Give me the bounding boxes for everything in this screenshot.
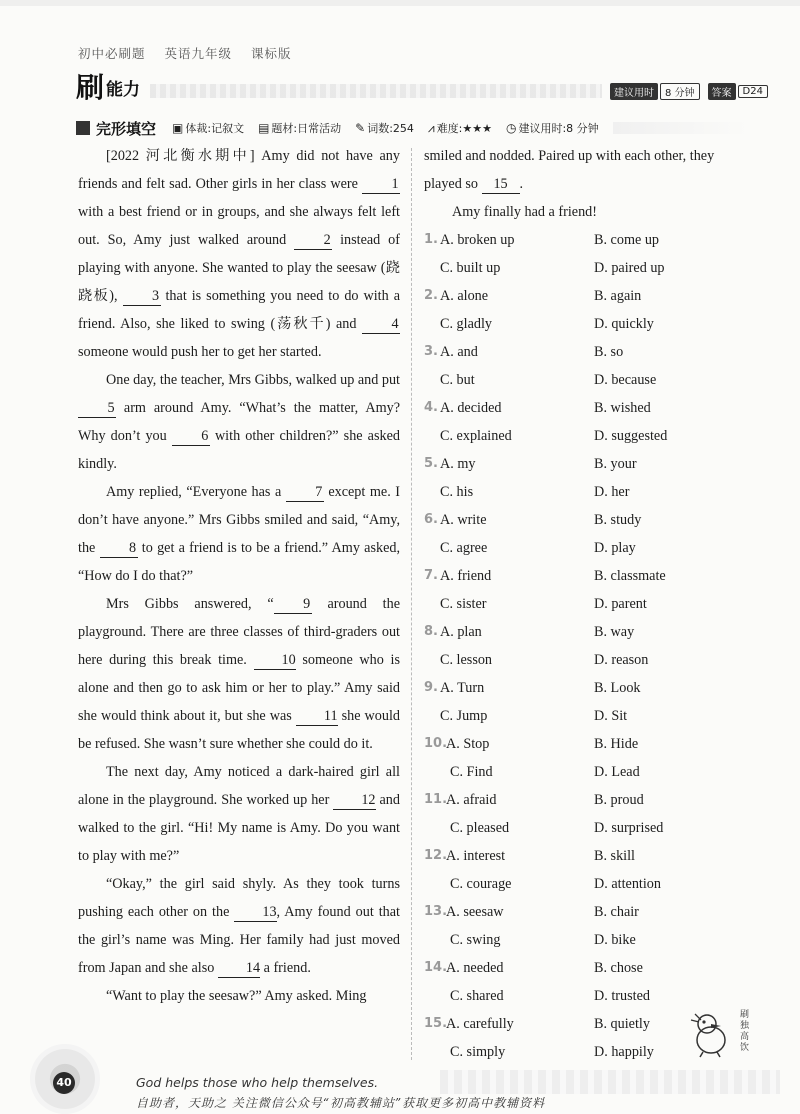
running-head [78,44,306,62]
blank-12: 12 [333,791,375,810]
option-c: C. simply [450,1044,506,1060]
running-head-edition: 课标版 [251,46,292,61]
question-number: 6. [424,512,438,527]
question-row [424,674,750,702]
option-d: D. play [594,540,636,556]
question-number: 1. [424,232,438,247]
option-c: C. shared [450,988,504,1004]
passage-paragraph: Mrs Gibbs answered, “ 9 around the playground. There are three classes of third-graders out here during this break time. 10 someone who is alone and then go to ask him or her to play.” Amy said she would think about it, but she was 11 she would be refused. She wasn’t sure whether she could do it. [78,596,401,752]
option-c: C. explained [440,428,512,444]
option-a: A. Turn [440,680,485,696]
option-b: B. classmate [594,568,666,584]
passage-paragraph: “Want to play the seesaw?” Amy asked. Ming [106,988,367,1004]
question-row [424,506,750,534]
question-number: 7. [424,568,438,583]
footer-watermark [136,1094,545,1111]
question-row-2 [424,310,750,338]
option-a: A. alone [440,288,489,304]
question-row [424,450,750,478]
question-row-2 [424,646,750,674]
passage-paragraph: One day, the teacher, Mrs Gibbs, walked up and put 5 arm around Amy. “What’s the matter, Amy? Why don’t you 6 with other children?” she asked kindly. [78,372,401,472]
question-row [424,730,750,758]
option-b: B. chose [594,960,643,976]
question-row [424,338,750,366]
question-number: 5. [424,456,438,471]
question-number: 14. [424,960,448,975]
section-title: 完形填空 [96,119,157,138]
passage-right-paragraph: smiled and nodded. Paired up with each other, they played so 15 . [424,148,715,192]
question-number: 4. [424,400,438,415]
option-b: B. again [594,288,642,304]
blank-9: 9 [274,595,312,614]
option-a: A. interest [446,848,506,864]
option-d: D. reason [594,652,649,668]
blank-4: 4 [362,315,400,334]
option-d: D. paired up [594,260,665,276]
option-a: A. broken up [440,232,515,248]
option-b: B. proud [594,792,644,808]
running-head-series: 初中必刷题 [78,46,146,61]
question-number: 2. [424,288,438,303]
option-b: B. Look [594,680,641,696]
option-a: A. my [440,456,476,472]
option-b: B. your [594,456,637,472]
option-c: C. pleased [450,820,510,836]
answer-label: 答案 [708,83,736,100]
answer-ref: D24 [738,85,768,98]
blank-5: 5 [78,399,116,418]
option-a: A. write [440,512,487,528]
option-d: D. trusted [594,988,650,1004]
option-b: B. study [594,512,642,528]
option-b: B. so [594,344,624,360]
blank-10: 10 [254,651,296,670]
option-c: C. Find [450,764,493,780]
page-number: 40 [53,1072,75,1094]
footer-watermark-text: 关注微信公众号“初高教辅站”获取更多初高中教辅资料 [231,1096,546,1110]
blank-1: 1 [362,175,400,194]
passage-paragraph: [2022 河北衡水期中] Amy did not have any friends and felt sad. Other girls in her class were 1 with a best friend or in groups, and she always felt left out. So, Amy just walked around 2 instead of playing with anyone. She wanted to play the seesaw (跷跷板), 3 that is something you need to do with a friend. Also, she liked to swing (荡秋千) and 4 someone would push her to get her started. [78,148,400,360]
top-rule [0,0,800,6]
pen-icon: ✎ [355,121,366,135]
option-d: D. Sit [594,708,628,724]
option-d: D. suggested [594,428,668,444]
blank-11: 11 [296,707,338,726]
question-number: 15. [424,1016,448,1031]
passage-right-continuation [424,142,750,226]
column-divider [411,148,412,1060]
option-a: A. afraid [446,792,497,808]
question-number: 3. [424,344,438,359]
meta-difficulty: ⩘ 难度:★★★ [427,120,492,135]
question-row [424,562,750,590]
option-b: B. skill [594,848,635,864]
option-d: D. surprised [594,820,664,836]
question-row-2 [424,758,750,786]
passage-paragraph: Amy replied, “Everyone has a 7 except me. I don’t have anyone.” Mrs Gibbs smiled and said, “Amy, the 8 to get a friend is to be a friend.” Amy asked, “How do I do that?” [78,484,401,584]
blank-3: 3 [123,287,161,306]
question-number: 12. [424,848,448,863]
option-c: C. his [440,484,474,500]
question-number: 11. [424,792,448,807]
question-row-2 [424,590,750,618]
section-marker-icon [76,121,90,135]
passage-left-column [78,142,400,1010]
question-row-2 [424,870,750,898]
meta-time: ◷ 建议用时:8 分钟 [505,121,599,135]
option-c: C. built up [440,260,501,276]
meta-topic: ▤ 题材:日常活动 [258,121,342,135]
question-list [424,226,750,1066]
question-number: 8. [424,624,438,639]
option-a: A. plan [440,624,482,640]
section-header [76,118,748,138]
option-b: B. wished [594,400,651,416]
book-icon: ▣ [172,121,184,135]
question-row [424,394,750,422]
question-row-2 [424,422,750,450]
option-b: B. quietly [594,1016,650,1032]
question-row-2 [424,814,750,842]
footer-decor-stripe [440,1070,780,1094]
option-d: D. quickly [594,316,654,332]
blank-14: 14 [218,959,260,978]
option-c: C. sister [440,596,487,612]
blank-8: 8 [100,539,138,558]
option-a: A. friend [440,568,492,584]
option-a: A. needed [446,960,504,976]
question-row [424,954,750,982]
list-icon: ▤ [258,121,270,135]
question-row-2 [424,926,750,954]
question-number: 10. [424,736,448,751]
question-number: 9. [424,680,438,695]
option-c: C. lesson [440,652,493,668]
blank-13: 13 [234,903,276,922]
time-label: 建议用时 [610,83,658,100]
question-row-2 [424,366,750,394]
right-column [424,142,750,1066]
option-b: B. chair [594,904,639,920]
meta-words: ✎ 词数:254 [355,121,414,135]
blank-7: 7 [286,483,324,502]
brand-subtitle: 能力 [106,80,141,100]
mascot-caption: 刷独高饮 [740,1010,750,1053]
clock-icon: ◷ [505,121,517,135]
brand-big-char: 刷 [76,71,105,104]
mascot-illustration [683,1006,739,1058]
option-d: D. her [594,484,630,500]
option-c: C. gladly [440,316,493,332]
question-row [424,898,750,926]
running-head-subject: 英语九年级 [164,46,233,61]
option-a: A. Stop [446,736,490,752]
question-row [424,282,750,310]
option-b: B. come up [594,232,660,248]
question-row-2 [424,702,750,730]
chart-icon: ⩘ [427,120,435,135]
passage-right-paragraph: Amy finally had a friend! [452,204,597,220]
question-row [424,786,750,814]
option-d: D. attention [594,876,661,892]
option-b: B. Hide [594,736,639,752]
option-b: B. way [594,624,635,640]
option-d: D. parent [594,596,647,612]
section-decor-fade [613,122,748,134]
option-d: D. Lead [594,764,640,780]
question-row-2 [424,254,750,282]
option-d: D. bike [594,932,636,948]
question-number: 13. [424,904,448,919]
blank-6: 6 [172,427,210,446]
time-value: 8 分钟 [660,83,700,100]
question-row [424,618,750,646]
brand-title [76,71,141,104]
option-c: C. Jump [440,708,488,724]
passage-paragraph: “Okay,” the girl said shyly. As they took turns pushing each other on the 13, Amy found out that the girl’s name was Ming. Her family had just moved from Japan and she also 14 a friend. [78,876,400,976]
option-a: A. decided [440,400,502,416]
option-c: C. courage [450,876,512,892]
suggested-time-box [610,83,768,100]
option-c: C. but [440,372,475,388]
option-a: A. and [440,344,478,360]
blank-2: 2 [294,231,332,250]
option-c: C. agree [440,540,488,556]
footer-motto-cn: 自助者，天助之 [136,1096,228,1110]
brand-decor-band [150,84,602,98]
question-row [424,842,750,870]
option-d: D. happily [594,1044,654,1060]
question-row-2 [424,534,750,562]
blank-15: 15 [482,175,520,194]
meta-genre: ▣ 体裁:记叙文 [172,121,245,135]
option-a: A. seesaw [446,904,504,920]
footer-motto: God helps those who help themselves. [136,1075,379,1090]
question-row [424,226,750,254]
option-d: D. because [594,372,657,388]
option-a: A. carefully [446,1016,514,1032]
question-row-2 [424,478,750,506]
passage-paragraph: The next day, Amy noticed a dark-haired girl all alone in the playground. She worked up her 12 and walked to the girl. “Hi! My name is Amy. Do you want to play with me?” [78,764,400,864]
option-c: C. swing [450,932,501,948]
